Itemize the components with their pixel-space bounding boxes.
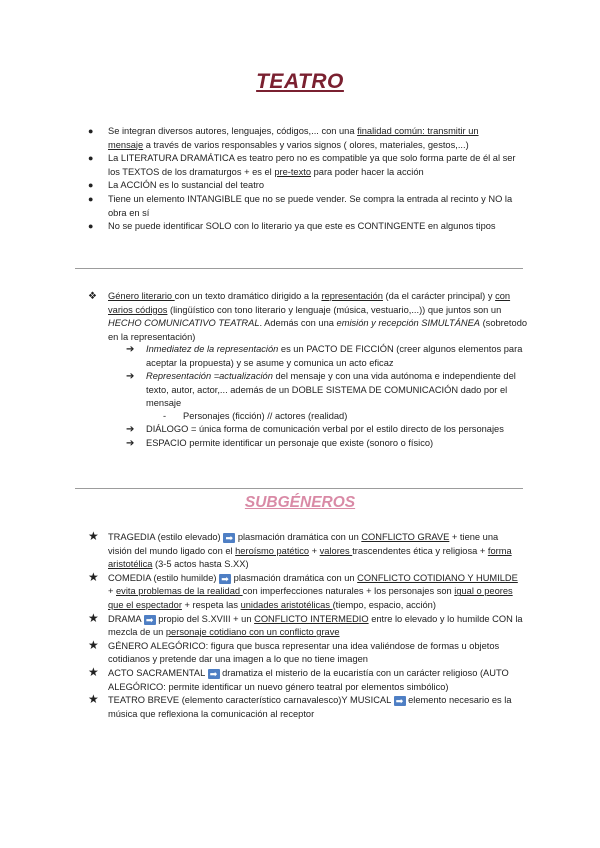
section-subtitle: SUBGÉNEROS: [244, 494, 356, 511]
list-item: ★ GÉNERO ALEGÓRICO: figura que busca representar una idea valiéndose de formas u objetos cotidianos y pretende dar una imagen a lo que no tiene imagen: [88, 637, 500, 665]
list-item: ★ TRAGEDIA (estilo elevado) ➡ plasmación dramática con un CONFLICTO GRAVE + tiene una visión del mundo ligado con el heroísmo patético + valores trascendentes ética y religiosa + forma aristotélica (3-5 actos hasta S.XX): [88, 529, 512, 570]
arrow-right-icon: ➔: [126, 424, 135, 435]
divider: [75, 268, 523, 269]
intro-list: [88, 125, 516, 234]
dash-item: - Personajes (ficción) // actores (realidad): [163, 410, 347, 424]
divider: [75, 488, 523, 489]
arrow-right-icon: ➔: [126, 371, 135, 383]
arrow-box-icon: ➡: [208, 669, 220, 679]
arrow-box-icon: ➡: [219, 574, 231, 584]
genre-list: [88, 290, 528, 344]
arrow-box-icon: ➡: [223, 533, 235, 543]
list-item: ● No se puede identificar SOLO con lo literario ya que este es CONTINGENTE en algunos tipos: [88, 220, 516, 234]
subgenres-list: [88, 531, 524, 721]
page-title: TEATRO: [256, 70, 344, 93]
list-item: ➔ DIÁLOGO = única forma de comunicación verbal por el estilo directo de los personajes: [126, 424, 504, 435]
bullet-icon: ●: [88, 153, 94, 164]
arrow-box-icon: ➡: [144, 615, 156, 625]
list-item: ❖ Género literario con un texto dramático dirigido a la representación (da el carácter principal) y con varios códigos (lingüístico con tono literario y lenguaje (música, vestuario,...)) que juntos son un HECHO COMUNICATIVO TEATRAL. Además con una emisión y recepción SIMULTÁNEA (sobretodo en la representación): [88, 291, 528, 342]
genre-subpoints-2: [126, 423, 524, 450]
list-item: ● Tiene un elemento INTANGIBLE que no se puede vender. Se compra la entrada al recinto y NO la obra en sí: [88, 193, 513, 218]
list-item: ★ DRAMA ➡ propio del S.XVIII + un CONFLICTO INTERMEDIO entre lo elevado y lo humilde CON la mezcla de un personaje cotidiano con un conflicto grave: [88, 610, 523, 638]
list-item: ● Se integran diversos autores, lenguajes, códigos,... con una finalidad común: transmitir un mensaje a través de varios responsables y varios signos ( olores, materiales, gestos,...): [88, 126, 479, 150]
list-item: ★ ACTO SACRAMENTAL ➡ dramatiza el misterio de la eucaristía con un carácter religioso (AUTO ALEGÓRICO: permite identificar un nuevo género teatral por elementos simbólico): [88, 664, 509, 692]
bullet-icon: ●: [88, 193, 94, 204]
star-icon: ★: [88, 664, 99, 679]
dash-icon: -: [163, 411, 167, 421]
star-icon: ★: [88, 692, 99, 707]
list-item: ➔ ESPACIO permite identificar un personaje que existe (sonoro o físico): [126, 437, 434, 449]
star-icon: ★: [88, 637, 99, 652]
arrow-right-icon: ➔: [126, 344, 135, 355]
genre-subpoints: [126, 343, 524, 411]
diamond-icon: ❖: [88, 291, 97, 302]
list-item: ➔ Representación =actualización del mensaje y con una vida autónoma e independiente del texto, autor, actor,... además de un DOBLE SISTEMA DE COMUNICACIÓN dado por el mensaje: [126, 371, 516, 409]
star-icon: ★: [88, 610, 99, 625]
arrow-right-icon: ➔: [126, 437, 135, 449]
list-item: ★ COMEDIA (estilo humilde) ➡ plasmación dramática con un CONFLICTO COTIDIANO Y HUMILDE + evita problemas de la realidad con imperfecciones naturales + los personajes son igual o peores que el espectador + respeta las unidades aristotélicas (tiempo, espacio, acción): [88, 569, 518, 610]
star-icon: ★: [88, 569, 99, 584]
list-item: ● La ACCIÓN es lo sustancial del teatro: [88, 179, 516, 193]
bullet-icon: ●: [88, 180, 94, 191]
arrow-box-icon: ➡: [394, 696, 406, 706]
list-item: ● La LITERATURA DRAMÁTICA es teatro pero no es compatible ya que solo forma parte de él al ser los TEXTOS de los dramaturgos + es el pre-texto para poder hacer la acción: [88, 153, 516, 177]
list-item: ★ TEATRO BREVE (elemento característico carnavalesco)Y MUSICAL ➡ elemento necesario es la música que reflexiona la comunicación al receptor: [88, 692, 512, 719]
list-item: ➔ Inmediatez de la representación es un PACTO DE FICCIÓN (creer algunos elementos para aceptar la propuesta) y se asume y comunica un acto eficaz: [126, 344, 523, 368]
bullet-icon: ●: [88, 221, 94, 232]
star-icon: ★: [88, 529, 99, 543]
bullet-icon: ●: [88, 126, 94, 136]
